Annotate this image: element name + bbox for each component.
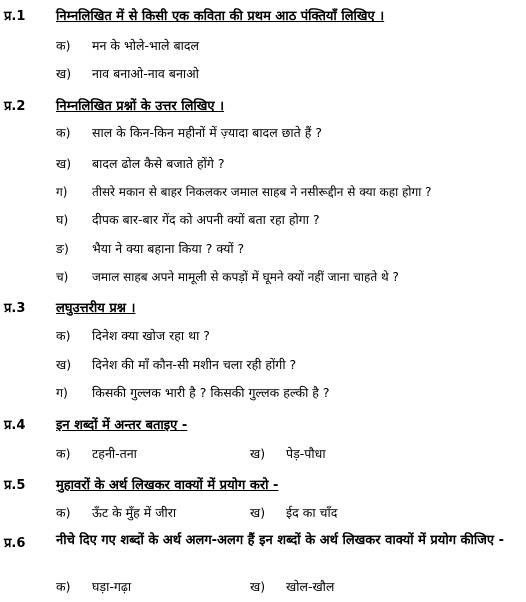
question-3-text: लघुउत्तरीय प्रश्न । bbox=[56, 301, 136, 316]
option-text: ईद का चाँद bbox=[286, 505, 338, 520]
option-text: पेड़-पौधा bbox=[286, 446, 326, 461]
option-label: ख) bbox=[250, 579, 266, 594]
option-label: ख) bbox=[56, 66, 72, 81]
q4-option-ka bbox=[56, 445, 137, 462]
option-text: नाव बनाओ-नाव बनाओ bbox=[92, 66, 199, 81]
option-label: क) bbox=[56, 38, 71, 53]
question-number-5: प्र.5 bbox=[4, 478, 26, 493]
q1-option-ka bbox=[56, 37, 199, 54]
option-label: ग) bbox=[56, 385, 68, 400]
option-label: ख) bbox=[56, 357, 72, 372]
question-1-text: निम्नलिखित में से किसी एक कविता की प्रथम आठ पंक्तियाँ लिखिए । bbox=[56, 9, 385, 24]
q2-option-ga bbox=[56, 183, 432, 200]
question-number-6: प्र.6 bbox=[4, 536, 26, 551]
option-label: क) bbox=[56, 446, 71, 461]
option-text: किसकी गुल्लक भारी है ? किसकी गुल्लक हल्की है ? bbox=[92, 385, 330, 400]
q5-option-ka bbox=[56, 504, 176, 521]
question-6-text: नीचे दिए गए शब्दों के अर्थ अलग-अलग हैं इन शब्दों के अर्थ लिखकर वाक्यों में प्रयोग कीजिए - bbox=[56, 533, 505, 548]
option-label: क) bbox=[56, 579, 71, 594]
option-label: क) bbox=[56, 125, 71, 140]
q4-option-kha bbox=[250, 445, 326, 462]
option-text: साल के किन-किन महीनों में ज़्यादा बादल छाते हैं ? bbox=[92, 125, 322, 140]
option-text: ऊँट के मुँह में जीरा bbox=[92, 505, 177, 520]
q5-option-kha bbox=[250, 504, 337, 521]
option-text: भैया ने क्या बहाना किया ? क्यों ? bbox=[92, 241, 245, 256]
option-text: दीपक बार-बार गेंद को अपनी क्यों बता रहा होगा ? bbox=[92, 212, 320, 227]
question-number-1: प्र.1 bbox=[4, 9, 26, 24]
option-text: दिनेश की माँ कौन-सी मशीन चला रही होंगी ? bbox=[92, 357, 297, 372]
question-5-text: मुहावरों के अर्थ लिखकर वाक्यों में प्रयोग करो - bbox=[56, 478, 279, 493]
option-text: जमाल साहब अपने मामूली से कपड़ों में घूमने क्यों नहीं जाना चाहते थे ? bbox=[92, 270, 399, 284]
option-label: ग) bbox=[56, 185, 68, 199]
q6-option-kha bbox=[250, 578, 334, 595]
option-label: ख) bbox=[250, 446, 266, 461]
q3-option-ka bbox=[56, 327, 210, 344]
q2-option-gha bbox=[56, 211, 320, 228]
option-label: घ) bbox=[56, 212, 69, 227]
option-text: मन के भोले-भाले बादल bbox=[92, 38, 199, 53]
option-text: दिनेश क्या खोज रहा था ? bbox=[92, 328, 210, 343]
question-2-text: निम्नलिखित प्रश्नों के उत्तर लिखिए । bbox=[56, 99, 225, 114]
option-text: खोल-खौल bbox=[286, 579, 335, 594]
option-label: ख) bbox=[250, 505, 266, 520]
option-text: बादल ढोल कैसे बजाते होंगे ? bbox=[92, 156, 225, 171]
option-text: टहनी-तना bbox=[92, 446, 137, 461]
q1-option-kha bbox=[56, 65, 199, 82]
q2-option-cha bbox=[56, 268, 399, 285]
q3-option-ga bbox=[56, 384, 330, 401]
option-text: घड़ा-गढ़ा bbox=[92, 579, 132, 594]
q2-option-ka bbox=[56, 124, 322, 141]
question-4-text: इन शब्दों में अन्तर बताइए - bbox=[56, 418, 188, 433]
option-label: क) bbox=[56, 328, 71, 343]
question-number-2: प्र.2 bbox=[4, 99, 26, 114]
option-label: च) bbox=[56, 270, 69, 284]
option-label: ङ) bbox=[56, 241, 69, 256]
q6-option-ka bbox=[56, 578, 131, 595]
question-number-4: प्र.4 bbox=[4, 418, 26, 433]
q2-option-nga bbox=[56, 240, 244, 257]
option-label: ख) bbox=[56, 156, 72, 171]
q2-option-kha bbox=[56, 155, 224, 172]
option-label: क) bbox=[56, 505, 71, 520]
option-text: तीसरे मकान से बाहर निकलकर जमाल साहब ने नसीरूद्दीन से क्या कहा होगा ? bbox=[92, 185, 432, 199]
question-number-3: प्र.3 bbox=[4, 301, 26, 316]
q3-option-kha bbox=[56, 356, 296, 373]
